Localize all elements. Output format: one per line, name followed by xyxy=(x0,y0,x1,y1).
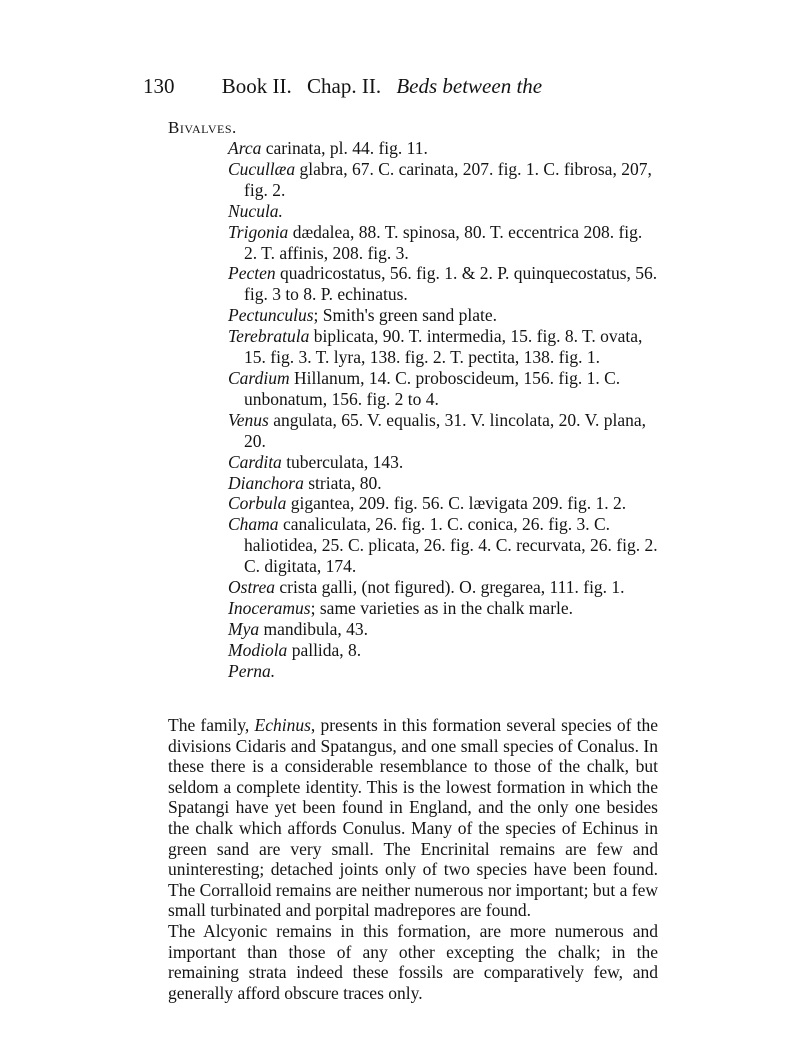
species-entry xyxy=(228,452,658,473)
species-entry xyxy=(228,201,658,222)
species-entry xyxy=(228,640,658,661)
genus-name: Terebratula xyxy=(228,326,310,347)
species-entry xyxy=(228,263,658,305)
genus-name: Cardita xyxy=(228,451,282,472)
species-details: gigantea, 209. fig. 56. C. lævigata 209. fig. 1. 2. xyxy=(286,493,627,514)
species-entry xyxy=(228,410,658,452)
species-details: biplicata, 90. T. intermedia, 15. fig. 8. T. ovata, 15. fig. 3. T. lyra, 138. fig. 2. T. pectita, 138. fig. 1. xyxy=(244,326,643,368)
species-entry xyxy=(228,514,658,577)
species-entry xyxy=(228,368,658,410)
species-details: quadricostatus, 56. fig. 1. & 2. P. quinquecostatus, 56. fig. 3 to 8. P. echinatus. xyxy=(244,263,658,305)
running-header xyxy=(143,72,703,100)
genus-name: Chama xyxy=(228,514,279,535)
species-details: Hillanum, 14. C. proboscideum, 156. fig. 1. C. unbonatum, 156. fig. 2 to 4. xyxy=(244,367,621,409)
genus-name: Perna. xyxy=(228,660,276,681)
species-details: glabra, 67. C. carinata, 207. fig. 1. C. fibrosa, 207, fig. 2. xyxy=(244,158,652,200)
body-paragraph xyxy=(168,715,658,921)
species-entry xyxy=(228,138,658,159)
genus-name: Arca xyxy=(228,138,262,158)
paragraph-text: The family, xyxy=(168,715,255,735)
genus-name: Inoceramus xyxy=(228,597,311,618)
species-details: angulata, 65. V. equalis, 31. V. lincolata, 20. V. plana, 20. xyxy=(244,409,647,451)
species-entry xyxy=(228,326,658,368)
chapter-label: Chap. II. xyxy=(307,74,382,98)
genus-name: Ostrea xyxy=(228,577,275,598)
species-entry xyxy=(228,222,658,264)
genus-name: Cardium xyxy=(228,367,290,388)
paragraph-text: The Alcyonic remains in this formation, are more numerous and important than those of any other excepting the chalk; in the remaining strata indeed these fossils are comparatively few, and generally afford obscure traces only. xyxy=(168,920,658,1003)
species-entry xyxy=(228,473,658,494)
genus-name: Dianchora xyxy=(228,472,304,493)
species-details: canaliculata, 26. fig. 1. C. conica, 26. fig. 3. C. haliotidea, 25. C. plicata, 26. fig. 4. C. recurvata, 26. fig. 2. C. digitata, 174. xyxy=(244,514,658,577)
genus-name: Modiola xyxy=(228,639,288,660)
italic-term: Echinus xyxy=(254,715,311,735)
species-details: striata, 80. xyxy=(303,472,382,493)
page-number: 130 xyxy=(143,74,175,98)
genus-name: Trigonia xyxy=(228,221,289,242)
body-text xyxy=(168,715,658,1003)
species-entry xyxy=(228,598,658,619)
section-title: Bivalves. xyxy=(168,118,237,137)
paragraph-text: , presents in this formation several species of the divisions Cidaris and Spatangus, and one small species of Conalus. In these there is a considerable resemblance to those of the chalk, but seldom a complete identity. This is the lowest formation in which the Spatangi have yet been found in England, and the only one besides the chalk which affords Conulus. Many of the species of Echinus in green sand are very small. The Encrinital remains are few and uninteresting; detached joints only of two species have been found. The Corralloid remains are neither numerous nor important; but a few small turbinated and porpital madrepores are found. xyxy=(168,715,658,921)
species-details: pallida, 8. xyxy=(287,639,362,660)
species-entry xyxy=(228,493,658,514)
species-details: dædalea, 88. T. spinosa, 80. T. eccentrica 208. fig. 2. T. affinis, 208. fig. 3. xyxy=(244,221,643,263)
species-details: ; same varieties as in the chalk marle. xyxy=(310,597,574,618)
species-entry xyxy=(228,661,658,682)
genus-name: Venus xyxy=(228,409,269,430)
species-entry xyxy=(228,619,658,640)
genus-name: Cucullæa xyxy=(228,158,296,179)
running-title: Beds between the xyxy=(396,74,543,98)
species-list xyxy=(228,138,658,682)
book-label: Book II. xyxy=(221,74,292,98)
species-details: mandibula, 43. xyxy=(259,618,368,639)
species-details: tuberculata, 143. xyxy=(281,451,404,472)
genus-name: Pectunculus xyxy=(228,305,314,326)
species-entry xyxy=(228,305,658,326)
species-entry xyxy=(228,159,658,201)
body-paragraph xyxy=(168,921,658,1003)
genus-name: Nucula. xyxy=(228,200,283,221)
species-entry xyxy=(228,577,658,598)
genus-name: Mya xyxy=(228,618,260,639)
species-details: carinata, pl. 44. fig. 11. xyxy=(261,138,428,158)
genus-name: Corbula xyxy=(228,493,287,514)
species-details: crista galli, (not figured). O. gregarea, 111. fig. 1. xyxy=(275,577,625,598)
species-details: ; Smith's green sand plate. xyxy=(313,305,497,326)
genus-name: Pecten xyxy=(228,263,276,284)
